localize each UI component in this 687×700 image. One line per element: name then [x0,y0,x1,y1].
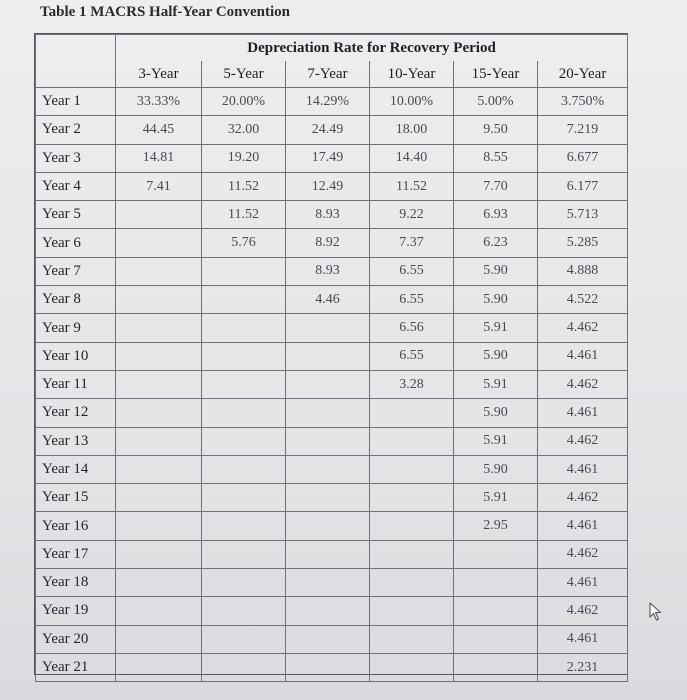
table-row [36,229,628,257]
rate-cell: 4.462 [538,314,628,342]
column-header: 10-Year [370,61,454,88]
rate-cell [286,399,370,427]
rate-cell: 5.90 [454,342,538,370]
rate-cell [116,370,202,398]
rate-cell [116,314,202,342]
rate-cell: 6.55 [370,286,454,314]
column-header: 3-Year [116,61,202,88]
rate-cell: 33.33% [116,88,202,116]
rate-cell [116,286,202,314]
column-header: 5-Year [202,61,286,88]
rate-cell: 11.52 [202,172,286,200]
rate-cell [116,597,202,625]
rate-cell [370,512,454,540]
rate-cell: 6.93 [454,201,538,229]
row-label: Year 15 [36,484,116,512]
rate-cell [202,455,286,483]
rate-cell: 4.461 [538,455,628,483]
rate-cell: 6.56 [370,314,454,342]
rate-cell: 8.92 [286,229,370,257]
rate-cell: 5.713 [538,201,628,229]
table-row [36,172,628,200]
table-row [36,342,628,370]
rate-cell [202,314,286,342]
rate-cell: 4.461 [538,625,628,653]
group-header: Depreciation Rate for Recovery Period [116,35,628,62]
rate-cell: 5.90 [454,257,538,285]
table-row [36,257,628,285]
rate-cell [286,484,370,512]
macrs-table [35,34,628,682]
rate-cell: 7.41 [116,172,202,200]
rate-cell: 24.49 [286,116,370,144]
rate-cell [202,342,286,370]
rate-cell: 4.461 [538,512,628,540]
rate-cell: 4.462 [538,484,628,512]
rate-cell [370,455,454,483]
row-label: Year 8 [36,286,116,314]
rate-cell [116,569,202,597]
row-label: Year 10 [36,342,116,370]
rate-cell: 4.461 [538,399,628,427]
row-label: Year 16 [36,512,116,540]
row-label: Year 14 [36,455,116,483]
rate-cell: 4.461 [538,342,628,370]
rate-cell [202,370,286,398]
rate-cell: 3.28 [370,370,454,398]
rate-cell [286,512,370,540]
rate-cell [202,484,286,512]
rate-cell: 7.219 [538,116,628,144]
table-row [36,286,628,314]
rate-cell: 4.462 [538,597,628,625]
table-row [36,653,628,681]
rate-cell: 5.91 [454,484,538,512]
row-label: Year 2 [36,116,116,144]
rate-cell [370,540,454,568]
rate-cell: 9.22 [370,201,454,229]
rate-cell: 5.285 [538,229,628,257]
table-row [36,116,628,144]
table-body [36,88,628,682]
corner-cell-lower [36,61,116,88]
rate-cell [286,569,370,597]
row-label: Year 11 [36,370,116,398]
rate-cell: 44.45 [116,116,202,144]
rate-cell [202,286,286,314]
rate-cell: 4.522 [538,286,628,314]
row-label: Year 12 [36,399,116,427]
rate-cell [116,342,202,370]
rate-cell: 5.00% [454,88,538,116]
rate-cell: 14.40 [370,144,454,172]
row-label: Year 9 [36,314,116,342]
rate-cell: 7.37 [370,229,454,257]
column-header: 15-Year [454,61,538,88]
rate-cell [454,540,538,568]
table-row [36,540,628,568]
table-title: Table 1 MACRS Half-Year Convention [40,4,291,20]
table-row [36,201,628,229]
rate-cell [202,540,286,568]
table-row [36,625,628,653]
rate-cell [370,399,454,427]
macrs-table-container [34,33,628,675]
rate-cell [370,427,454,455]
rate-cell [202,597,286,625]
rate-cell: 8.93 [286,257,370,285]
rate-cell: 8.93 [286,201,370,229]
rate-cell [454,625,538,653]
row-label: Year 21 [36,653,116,681]
rate-cell [286,427,370,455]
rate-cell: 9.50 [454,116,538,144]
rate-cell: 5.91 [454,314,538,342]
table-row [36,597,628,625]
rate-cell: 5.76 [202,229,286,257]
rate-cell: 5.90 [454,286,538,314]
rate-cell [454,653,538,681]
rate-cell: 10.00% [370,88,454,116]
rate-cell: 17.49 [286,144,370,172]
rate-cell: 2.95 [454,512,538,540]
row-label: Year 20 [36,625,116,653]
table-row [36,144,628,172]
rate-cell [454,597,538,625]
rate-cell [116,540,202,568]
rate-cell [202,569,286,597]
rate-cell: 6.677 [538,144,628,172]
rate-cell [116,512,202,540]
rate-cell [116,399,202,427]
rate-cell [202,427,286,455]
rate-cell [370,484,454,512]
rate-cell: 32.00 [202,116,286,144]
table-row [36,512,628,540]
row-label: Year 1 [36,88,116,116]
rate-cell [286,342,370,370]
rate-cell: 5.91 [454,370,538,398]
rate-cell [202,512,286,540]
rate-cell [116,257,202,285]
rate-cell [370,569,454,597]
rate-cell: 7.70 [454,172,538,200]
rate-cell: 6.55 [370,342,454,370]
rate-cell [202,625,286,653]
rate-cell [286,653,370,681]
rate-cell: 11.52 [370,172,454,200]
rate-cell: 20.00% [202,88,286,116]
rate-cell [116,625,202,653]
rate-cell: 14.81 [116,144,202,172]
row-label: Year 13 [36,427,116,455]
rate-cell: 4.462 [538,540,628,568]
rate-cell: 5.90 [454,455,538,483]
rate-cell: 4.462 [538,370,628,398]
rate-cell [370,625,454,653]
rate-cell: 11.52 [202,201,286,229]
mouse-pointer-icon [648,602,664,622]
rate-cell [116,484,202,512]
rate-cell: 4.46 [286,286,370,314]
rate-cell: 2.231 [538,653,628,681]
rate-cell: 19.20 [202,144,286,172]
rate-cell [116,653,202,681]
rate-cell: 4.461 [538,569,628,597]
row-label: Year 6 [36,229,116,257]
row-label: Year 3 [36,144,116,172]
rate-cell [286,597,370,625]
rate-cell: 5.90 [454,399,538,427]
row-label: Year 19 [36,597,116,625]
table-row [36,399,628,427]
rate-cell [370,597,454,625]
rate-cell: 6.55 [370,257,454,285]
rate-cell: 18.00 [370,116,454,144]
rate-cell [116,455,202,483]
rate-cell [286,625,370,653]
row-label: Year 5 [36,201,116,229]
rate-cell: 14.29% [286,88,370,116]
row-label: Year 7 [36,257,116,285]
table-row [36,569,628,597]
rate-cell: 4.888 [538,257,628,285]
rate-cell [286,370,370,398]
rate-cell [202,653,286,681]
rate-cell: 5.91 [454,427,538,455]
rate-cell [286,314,370,342]
row-label: Year 17 [36,540,116,568]
rate-cell [202,257,286,285]
rate-cell: 4.462 [538,427,628,455]
table-row [36,484,628,512]
table-row [36,455,628,483]
rate-cell: 6.23 [454,229,538,257]
column-header: 7-Year [286,61,370,88]
rate-cell: 8.55 [454,144,538,172]
rate-cell [202,399,286,427]
rate-cell [370,653,454,681]
table-row [36,88,628,116]
rate-cell [116,201,202,229]
row-label: Year 18 [36,569,116,597]
rate-cell: 3.750% [538,88,628,116]
rate-cell: 6.177 [538,172,628,200]
column-header: 20-Year [538,61,628,88]
rate-cell [454,569,538,597]
table-row [36,370,628,398]
rate-cell [286,455,370,483]
rate-cell [116,229,202,257]
rate-cell [116,427,202,455]
row-label: Year 4 [36,172,116,200]
table-row [36,427,628,455]
corner-cell [36,35,116,62]
rate-cell [286,540,370,568]
rate-cell: 12.49 [286,172,370,200]
table-row [36,314,628,342]
